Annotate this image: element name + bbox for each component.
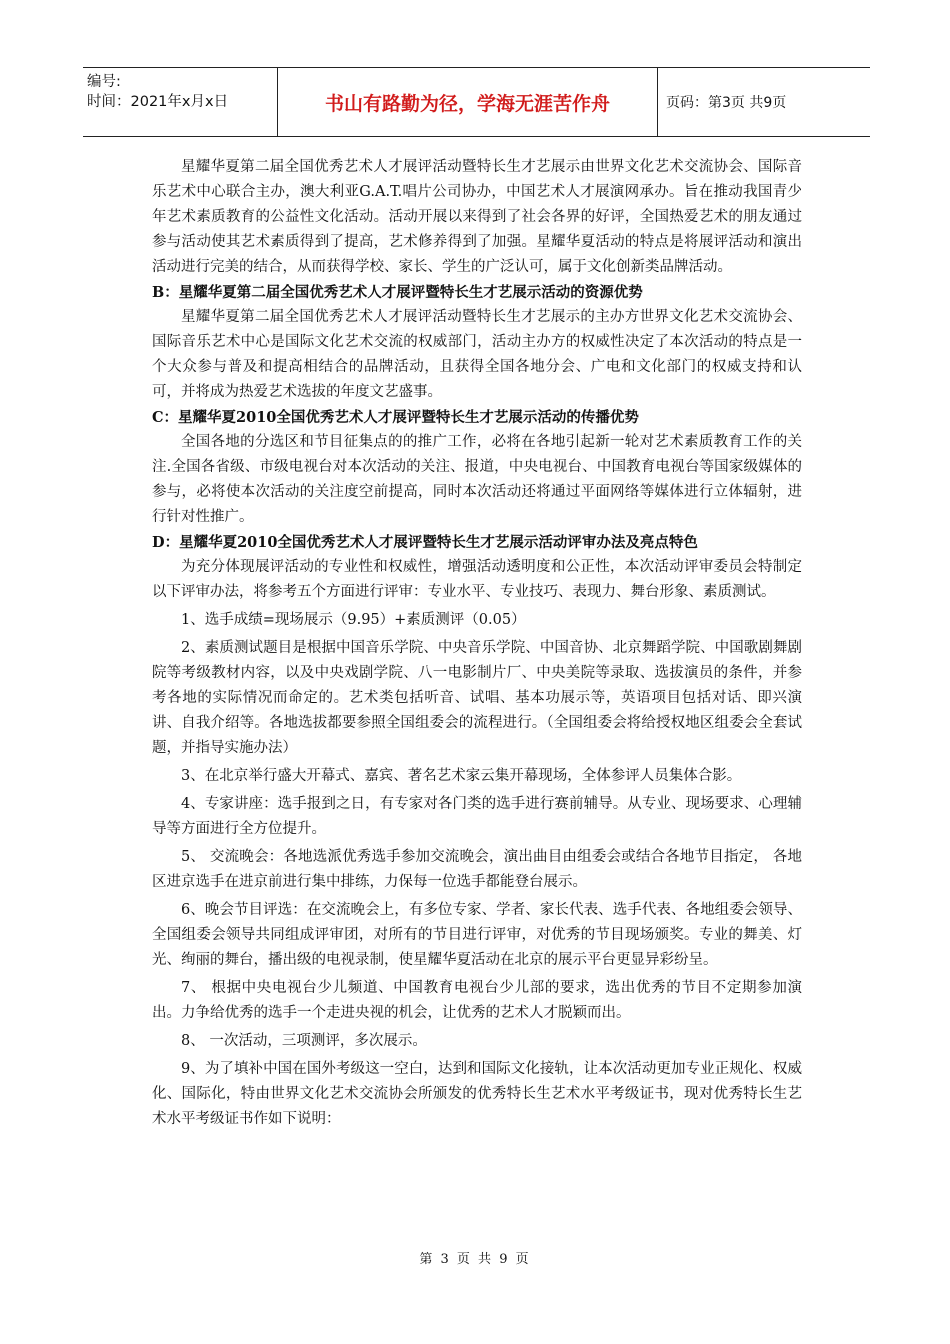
list-item: 7、 根据中央电视台少儿频道、中国教育电视台少儿部的要求，选出优秀的节目不定期参加演出。力争给优秀的选手一个走进央视的机会，让优秀的艺术人才脱颖而出。 (152, 980, 802, 1021)
intro-paragraph: 星耀华夏第二届全国优秀艺术人才展评活动暨特长生才艺展示由世界文化艺术交流协会、国际音乐艺术中心联合主办，澳大利亚G.A.T.唱片公司协办，中国艺术人才展演网承办。旨在推动我国青少年艺术素质教育的公益性文化活动。活动开展以来得到了社会各界的好评，全国热爱艺术的朋友通过参与活动使其艺术素质得到了提高，艺术修养得到了加强。星耀华夏活动的特点是将展评活动和演出活动进行完美的结合，从而获得学校、家长、学生的广泛认可，属于文化创新类品牌活动。 (152, 159, 802, 275)
section-paragraph-c: 全国各地的分选区和节目征集点的的推广工作，必将在各地引起新一轮对艺术素质教育工作的关注.全国各省级、市级电视台对本次活动的关注、报道，中央电视台、中国教育电视台等国家级媒体的参与，必将使本次活动的关注度空前提高，同时本次活动还将通过平面网络等媒体进行立体辐射，进行针对性推广。 (152, 434, 802, 525)
list-item: 4、专家讲座：选手报到之日，有专家对各门类的选手进行赛前辅导。从专业、现场要求、心理辅导等方面进行全方位提升。 (152, 796, 802, 837)
list-item: 5、 交流晚会：各地选派优秀选手参加交流晚会，演出曲目由组委会或结合各地节目指定， 各地区进京选手在进京前进行集中排练，力保每一位选手都能登台展示。 (152, 849, 802, 890)
code-label: 编号: (87, 74, 121, 90)
list-item: 1、选手成绩=现场展示（9.95）+素质测评（0.05） (181, 612, 526, 628)
motto-cell (278, 68, 658, 136)
document-body (152, 155, 802, 1135)
section-heading-c: C：星耀华夏2010全国优秀艺术人才展评暨特长生才艺展示活动的传播优势 (152, 409, 639, 426)
section-heading-d: D：星耀华夏2010全国优秀艺术人才展评暨特长生才艺展示活动评审办法及亮点特色 (152, 534, 698, 551)
list-item: 8、 一次活动，三项测评，多次展示。 (181, 1033, 427, 1049)
list-item: 9、为了填补中国在国外考级这一空白，达到和国际文化接轨，让本次活动更加专业正规化、权威化、国际化，特由世界文化艺术交流协会所颁发的优秀特长生艺术水平考级证书，现对优秀特长生艺术水平考级证书作如下说明： (152, 1061, 802, 1127)
list-item: 3、在北京举行盛大开幕式、嘉宾、著名艺术家云集开幕现场，全体参评人员集体合影。 (181, 768, 742, 784)
page-header (83, 67, 870, 137)
footer-page-number: 第 3 页 共 9 页 (419, 1252, 531, 1267)
time-label: 时间：2021年x月x日 (87, 94, 229, 110)
page-info-cell (658, 68, 870, 136)
page-footer (0, 1248, 950, 1267)
section-paragraph-d: 为充分体现展评活动的专业性和权威性，增强活动透明度和公正性，本次活动评审委员会特制定以下评审办法，将参考五个方面进行评审：专业水平、专业技巧、表现力、舞台形象、素质测试。 (152, 559, 802, 600)
motto-text: 书山有路勤为径，学海无涯苦作舟 (324, 92, 610, 115)
header-meta-cell (83, 68, 278, 136)
list-item: 2、素质测试题目是根据中国音乐学院、中央音乐学院、中国音协、北京舞蹈学院、中国歌剧舞剧院等考级教材内容，以及中央戏剧学院、八一电影制片厂、中央美院等录取、选拔演员的条件，并参考各地的实际情况而命定的。艺术类包括听音、试唱、基本功展示等，英语项目包括对话、即兴演讲、自我介绍等。各地选拔都要参照全国组委会的流程进行。（全国组委会将给授权地区组委会全套试题，并指导实施办法） (152, 640, 802, 756)
section-paragraph-b: 星耀华夏第二届全国优秀艺术人才展评活动暨特长生才艺展示的主办方世界文化艺术交流协会、国际音乐艺术中心是国际文化艺术交流的权威部门，活动主办方的权威性决定了本次活动的特点是一个大众参与普及和提高相结合的品牌活动，且获得全国各地分会、广电和文化部门的权威支持和认可，并将成为热爱艺术选拔的年度文艺盛事。 (152, 309, 802, 400)
list-item: 6、晚会节目评选：在交流晚会上，有多位专家、学者、家长代表、选手代表、各地组委会领导、全国组委会领导共同组成评审团，对所有的节目进行评审，对优秀的节目现场颁奖。专业的舞美、灯光、绚丽的舞台，播出级的电视录制，使星耀华夏活动在北京的展示平台更显异彩纷呈。 (152, 902, 802, 968)
page-info-text: 页码：第3页 共9页 (666, 95, 787, 111)
section-heading-b: B：星耀华夏第二届全国优秀艺术人才展评暨特长生才艺展示活动的资源优势 (152, 284, 643, 301)
